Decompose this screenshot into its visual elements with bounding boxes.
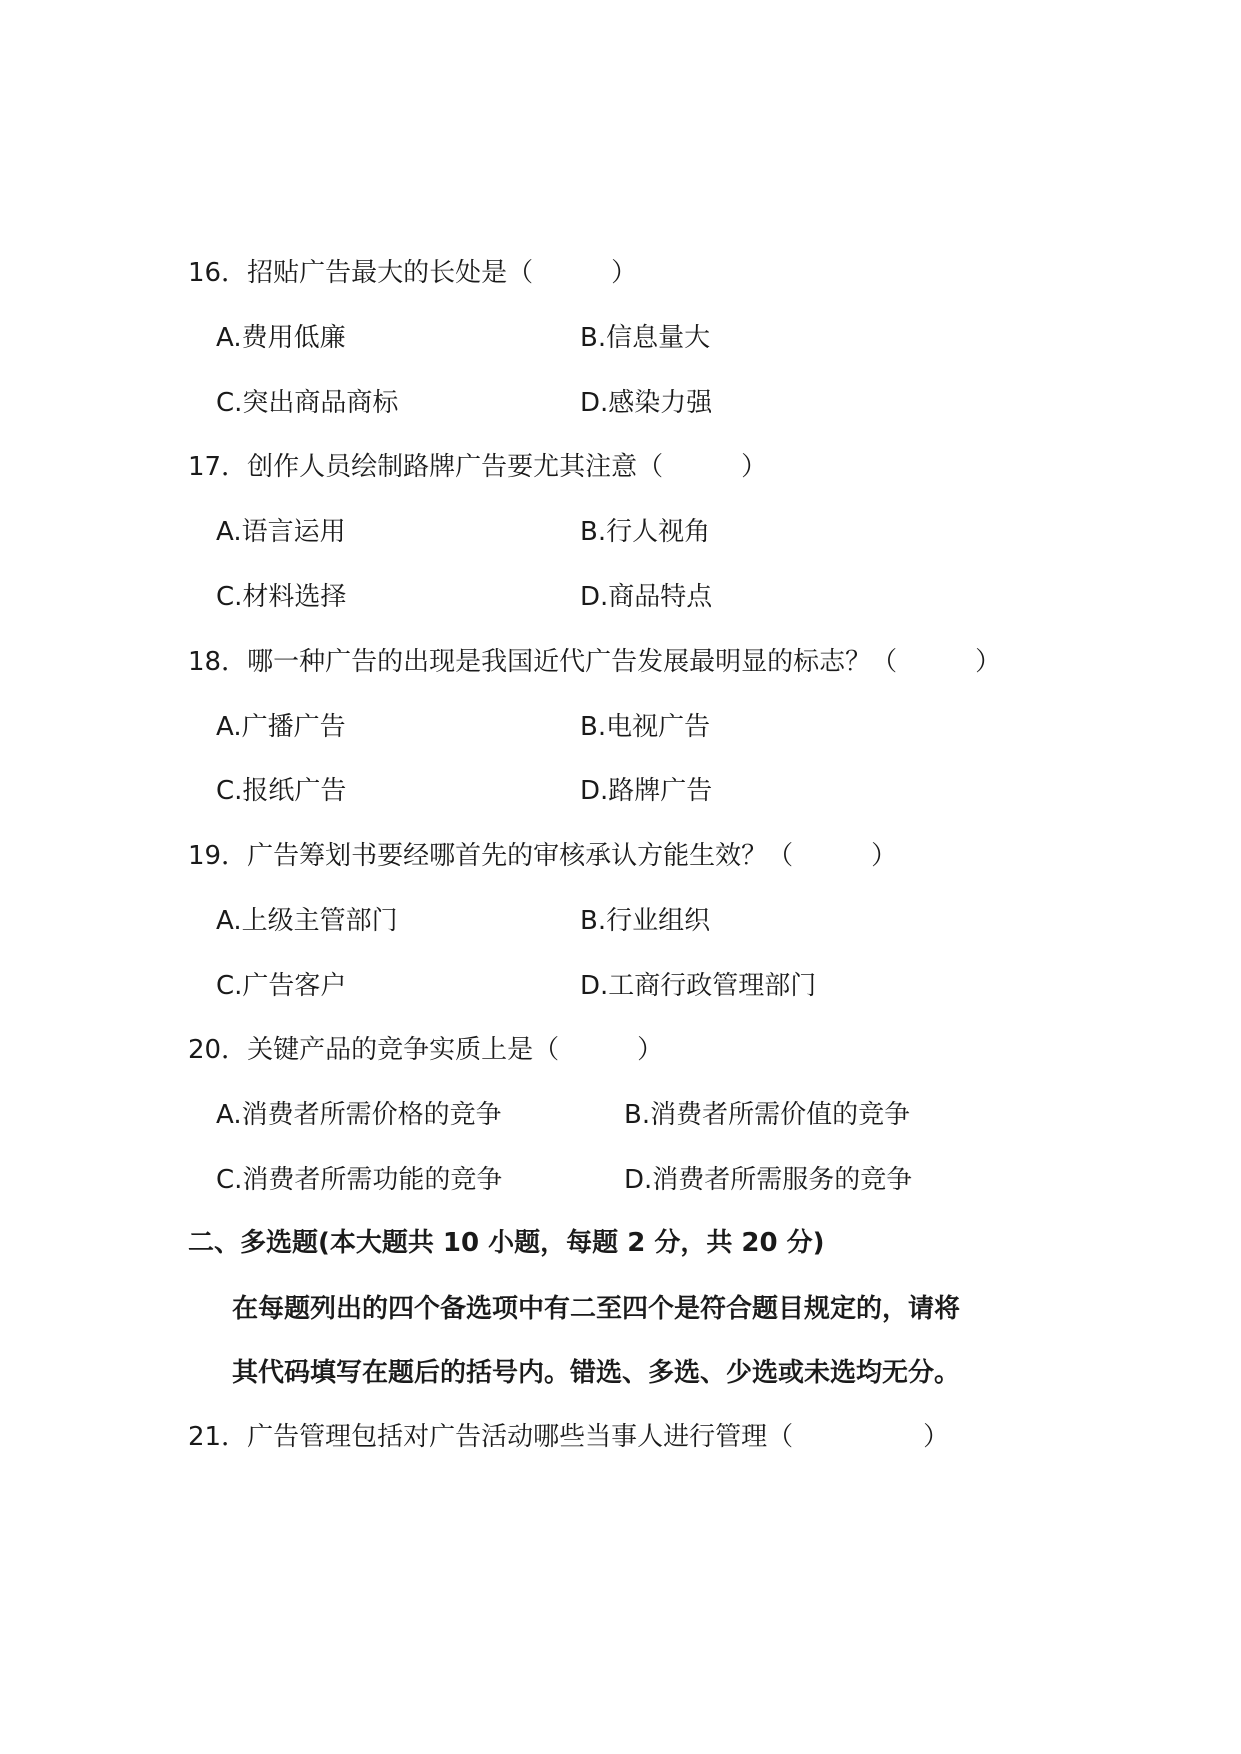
section-instruction-line1: 在每题列出的四个备选项中有二至四个是符合题目规定的，请将 [232, 1294, 961, 1324]
question-20-option-d: D.消费者所需服务的竞争 [624, 1165, 913, 1195]
question-18-option-b: B.电视广告 [580, 712, 711, 742]
question-20-stem: 20．关键产品的竞争实质上是（ ） [188, 1035, 664, 1065]
question-19-option-c: C.广告客户 [216, 971, 347, 1001]
question-17-option-b: B.行人视角 [580, 517, 711, 547]
question-19-option-d: D.工商行政管理部门 [580, 971, 817, 1001]
question-18-option-c: C.报纸广告 [216, 776, 347, 806]
question-17-option-d: D.商品特点 [580, 582, 713, 612]
question-16-option-b: B.信息量大 [580, 323, 711, 353]
question-18-stem: 18．哪一种广告的出现是我国近代广告发展最明显的标志？（ ） [188, 647, 1002, 677]
question-19-stem: 19．广告筹划书要经哪首先的审核承认方能生效？（ ） [188, 841, 898, 871]
question-18-option-d: D.路牌广告 [580, 776, 713, 806]
section-title: 二、多选题(本大题共 10 小题，每题 2 分，共 20 分) [188, 1228, 825, 1258]
question-19-option-b: B.行业组织 [580, 906, 711, 936]
section-instruction-line2: 其代码填写在题后的括号内。错选、多选、少选或未选均无分。 [232, 1358, 961, 1388]
question-18-option-a: A.广播广告 [216, 712, 346, 742]
question-16-option-a: A.费用低廉 [216, 323, 346, 353]
question-16-stem: 16．招贴广告最大的长处是（ ） [188, 258, 638, 288]
question-20-option-b: B.消费者所需价值的竞争 [624, 1100, 911, 1130]
question-17-option-a: A.语言运用 [216, 517, 346, 547]
question-21-stem: 21．广告管理包括对广告活动哪些当事人进行管理（ ） [188, 1422, 950, 1452]
question-16-option-c: C.突出商品商标 [216, 388, 399, 418]
question-16-option-d: D.感染力强 [580, 388, 713, 418]
question-20-option-c: C.消费者所需功能的竞争 [216, 1165, 503, 1195]
question-19-option-a: A.上级主管部门 [216, 906, 398, 936]
question-17-stem: 17．创作人员绘制路牌广告要尤其注意（ ） [188, 452, 768, 482]
question-17-option-c: C.材料选择 [216, 582, 347, 612]
question-20-option-a: A.消费者所需价格的竞争 [216, 1100, 502, 1130]
